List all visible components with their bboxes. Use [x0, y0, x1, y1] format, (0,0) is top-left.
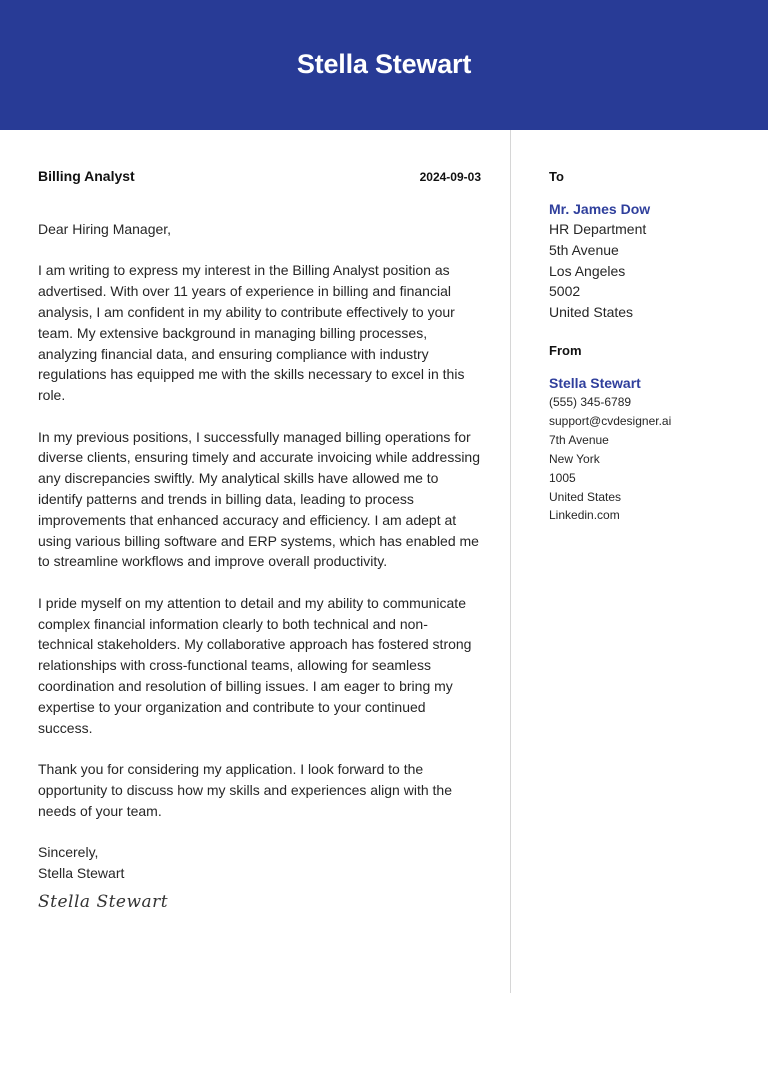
paragraph-1: I am writing to express my interest in the Billing Analyst position as advertised. With over 11 years of experience in billing and financial analysis, I am confident in my ability to contribute effectively to your team. My extensive background in managing billing processes, analyzing financial data, and ensuring compliance with industry regulations has equipped me with the skills necessary to excel in this role. — [38, 262, 465, 404]
recipient-block — [549, 168, 749, 323]
greeting: Dear Hiring Manager, — [38, 221, 172, 237]
sender-email: support@cvdesigner.ai — [549, 413, 672, 428]
paragraph-2: In my previous positions, I successfully managed billing operations for diverse clients, ensuring timely and accurate invoicing while addressing any discrepancies swiftly. My analytical skills have allowed me to identify patterns and trends in billing data, leading to process improvements that enhanced accuracy and efficiency. I am adept at using various billing software and ERP systems, which has enabled me to streamline workflows and improve overall productivity. — [38, 428, 481, 570]
sender-street: 7th Avenue — [549, 432, 609, 447]
letter-date: 2024-09-03 — [419, 170, 481, 184]
recipient-zip: 5002 — [549, 283, 581, 300]
to-label: To — [549, 169, 564, 184]
closing-salutation: Sincerely, — [38, 843, 99, 860]
sender-zip: 1005 — [549, 470, 576, 485]
paragraph-3: I pride myself on my attention to detail and my ability to communicate complex financial information clearly to both technical and non-technical stakeholders. My collaborative approach has fostered strong relationships with cross-functional teams, allowing for seamless coordination and resolution of billing issues. I am eager to bring my expertise to your organization and contribute to your continued success. — [38, 594, 472, 736]
header-banner — [0, 0, 768, 130]
sender-name: Stella Stewart — [549, 374, 641, 391]
paragraph-4: Thank you for considering my application. I look forward to the opportunity to discuss how my skills and experiences align with the needs of your team. — [38, 760, 452, 819]
letter-body — [38, 168, 481, 912]
letter-text — [38, 219, 481, 821]
sender-linkedin: Linkedin.com — [549, 508, 620, 523]
recipient-country: United States — [549, 304, 634, 321]
letter-meta-row — [38, 168, 481, 188]
signature: Stella Stewart — [38, 891, 169, 912]
address-sidebar — [549, 168, 749, 525]
recipient-department: HR Department — [549, 221, 647, 237]
recipient-city: Los Angeles — [549, 262, 626, 279]
sender-city: New York — [549, 451, 600, 466]
from-label: From — [549, 342, 582, 358]
recipient-street: 5th Avenue — [549, 241, 619, 258]
job-title: Billing Analyst — [38, 168, 135, 184]
sender-country: United States — [549, 489, 622, 504]
sender-block — [549, 342, 749, 525]
sender-phone: (555) 345-6789 — [549, 394, 632, 409]
column-divider — [510, 130, 511, 993]
recipient-name: Mr. James Dow — [549, 201, 651, 217]
closing — [38, 842, 481, 884]
applicant-name: Stella Stewart — [296, 48, 472, 79]
closing-name: Stella Stewart — [38, 864, 125, 881]
